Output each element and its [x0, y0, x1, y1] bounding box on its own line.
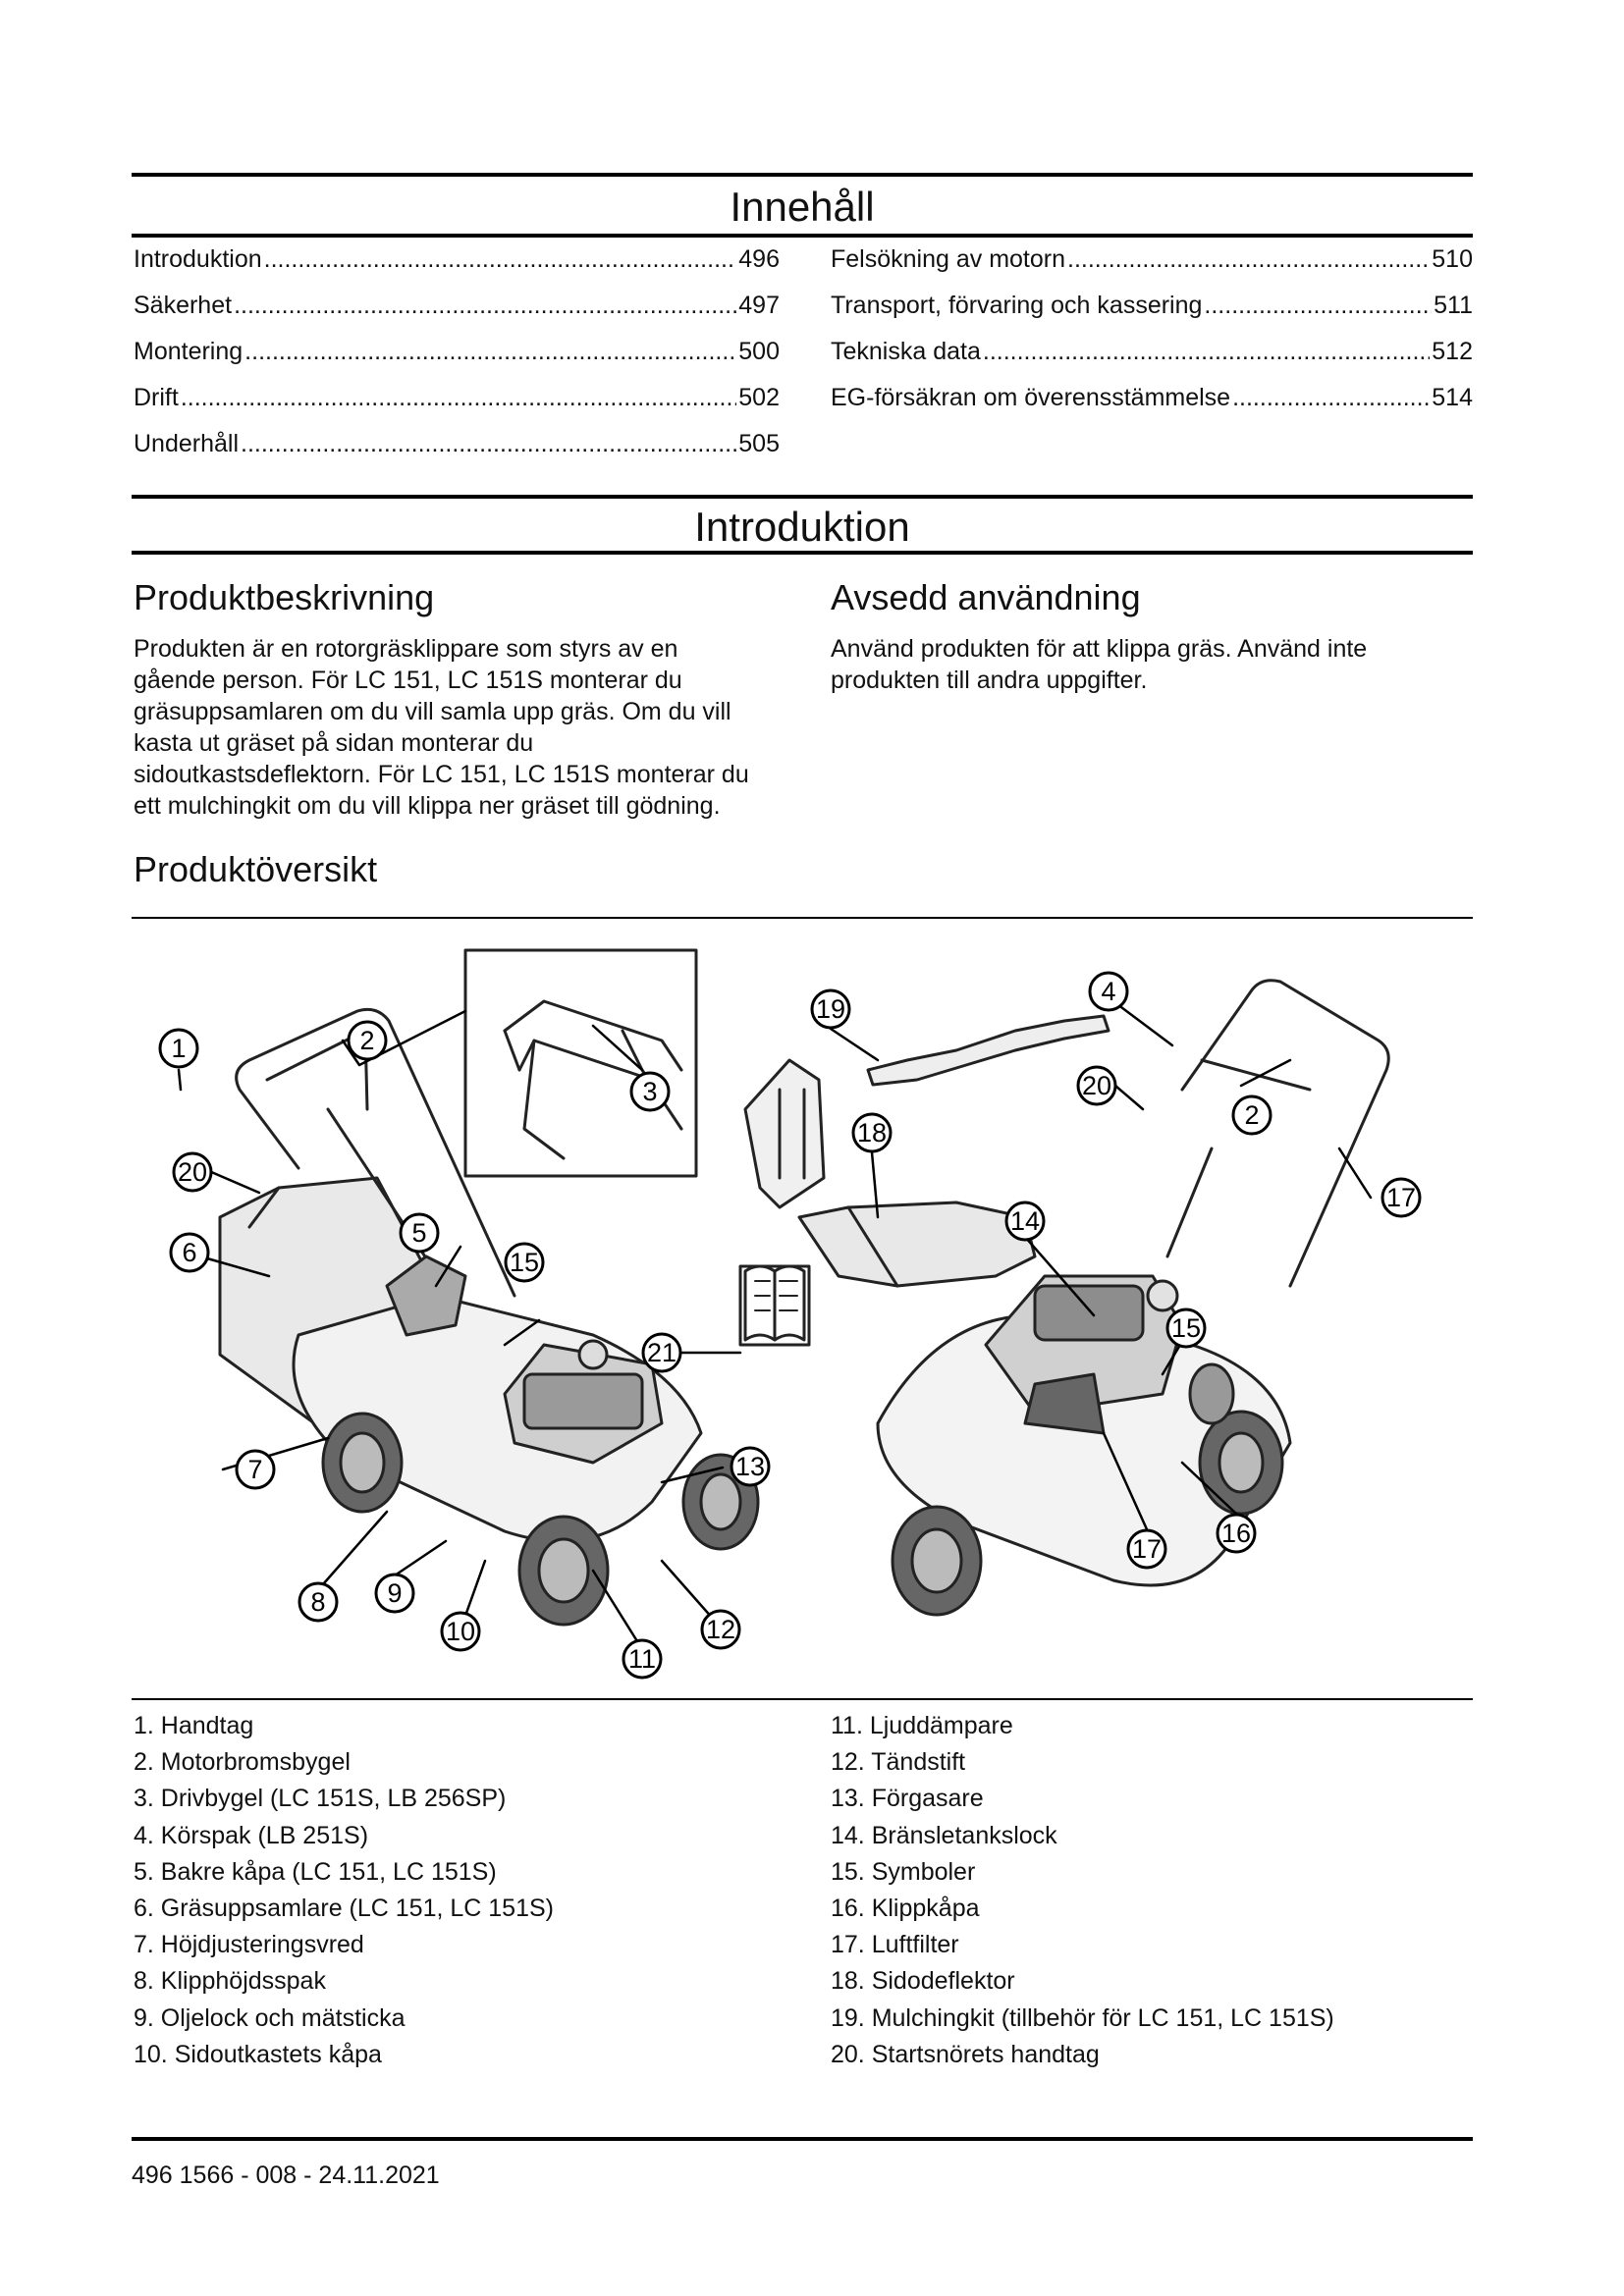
svg-text:5: 5 [411, 1218, 427, 1248]
callout-3 [631, 1073, 669, 1110]
manual-book-icon [740, 1266, 809, 1345]
toc-entry[interactable]: Tekniska data ..... 512 [831, 338, 1473, 384]
callout-20-left [174, 1153, 211, 1191]
mulching-blade-drawing [868, 1016, 1109, 1085]
svg-text:14: 14 [1009, 1206, 1041, 1236]
callout-8 [299, 1583, 337, 1621]
toc-entry[interactable]: Transport, förvaring och kassering ..... 511 [831, 292, 1473, 338]
product-description-heading: Produktbeskrivning [134, 577, 435, 617]
callout-16 [1218, 1515, 1255, 1552]
callout-17-right-side [1382, 1179, 1420, 1216]
svg-text:16: 16 [1220, 1519, 1252, 1548]
callout-2-right [1233, 1096, 1271, 1134]
footer-rule [132, 2137, 1473, 2141]
callout-18 [853, 1114, 891, 1151]
callout-15-right [1167, 1309, 1205, 1347]
toc-entry[interactable]: Introduktion ..... 496 [134, 245, 780, 292]
callout-14 [1006, 1202, 1044, 1240]
callout-5 [401, 1214, 438, 1252]
callout-7 [237, 1451, 274, 1488]
callout-13 [731, 1448, 769, 1485]
callout-4 [1090, 973, 1127, 1010]
legend-item: 9. Oljelock och mätsticka [134, 2003, 406, 2032]
callout-21 [643, 1334, 680, 1371]
side-deflector-drawing [799, 1202, 1035, 1286]
legend-left [134, 1708, 782, 2073]
legend-item: 3. Drivbygel (LC 151S, LB 256SP) [134, 1785, 507, 1813]
svg-text:15: 15 [509, 1248, 540, 1277]
intro-bottom-rule [132, 551, 1473, 555]
toc-entry[interactable]: EG-försäkran om överensstämmelse ..... 514 [831, 384, 1473, 430]
legend-item: 8. Klipphöjdsspak [134, 1967, 326, 1996]
intro-top-rule [132, 495, 1473, 499]
intended-use-heading: Avsedd användning [831, 577, 1141, 617]
toc-entry[interactable]: Underhåll ..... 505 [134, 430, 780, 476]
svg-text:6: 6 [182, 1238, 197, 1267]
svg-text:19: 19 [815, 994, 846, 1024]
svg-text:13: 13 [734, 1452, 766, 1481]
mulching-plug-drawing [745, 1060, 824, 1207]
legend-item: 6. Gräsuppsamlare (LC 151, LC 151S) [134, 1894, 554, 1922]
toc-entry[interactable]: Montering ..... 500 [134, 338, 780, 384]
svg-text:3: 3 [642, 1077, 658, 1106]
callout-6 [171, 1234, 208, 1271]
callout-10 [442, 1613, 479, 1650]
callout-17-front [1128, 1530, 1165, 1568]
legend-item: 10. Sidoutkastets kåpa [134, 2040, 382, 2068]
overview-top-rule [132, 917, 1473, 919]
footer-doc-number: 496 1566 - 008 - 24.11.2021 [132, 2162, 440, 2189]
legend-right [831, 1708, 1479, 2073]
legend-item: 14. Bränsletankslock [831, 1821, 1057, 1849]
callout-9 [376, 1575, 413, 1612]
toc-title: Innehåll [730, 184, 875, 230]
svg-text:18: 18 [856, 1118, 888, 1148]
toc-top-rule [132, 173, 1473, 177]
legend-item: 15. Symboler [831, 1857, 976, 1886]
right-mower-drawing [878, 981, 1388, 1615]
svg-text:20: 20 [177, 1157, 208, 1187]
svg-text:9: 9 [387, 1578, 403, 1608]
legend-item: 13. Förgasare [831, 1785, 984, 1813]
legend-item: 11. Ljuddämpare [831, 1712, 1013, 1739]
toc-bottom-rule [132, 234, 1473, 238]
legend-item: 4. Körspak (LB 251S) [134, 1821, 369, 1849]
svg-text:4: 4 [1101, 977, 1116, 1006]
legend-item: 19. Mulchingkit (tillbehör för LC 151, LC 151S) [831, 2003, 1334, 2032]
toc-right-column [831, 245, 1473, 430]
intro-title: Introduktion [694, 504, 910, 550]
legend-item: 2. Motorbromsbygel [134, 1748, 351, 1777]
svg-text:15: 15 [1170, 1313, 1202, 1343]
product-overview-heading: Produktöversikt [134, 849, 378, 889]
toc-entry[interactable]: Felsökning av motorn ..... 510 [831, 245, 1473, 292]
legend-item: 7. Höjdjusteringsvred [134, 1931, 364, 1959]
overview-bottom-rule [132, 1698, 1473, 1700]
legend-item: 16. Klippkåpa [831, 1894, 980, 1922]
intended-use-text: Använd produkten för att klippa gräs. Använd inte produkten till andra uppgifter. [831, 635, 1368, 694]
svg-text:17: 17 [1131, 1534, 1163, 1564]
callout-20-right [1078, 1067, 1115, 1104]
product-description-text: Produkten är en rotorgräsklippare som styrs av en gående person. För LC 151, LC 151S monterar du gräsuppsamlaren om du vill samla upp gräs. Om du vill kasta ut gräset på sidan monterar du sidoutkastsdeflektorn. För LC 151, LC 151S monterar du ett mulchingkit om du vill klippa ner gräset till gödning. [134, 635, 749, 820]
lawnmower-overview-figure [132, 933, 1473, 1688]
callout-15-left [506, 1244, 543, 1281]
legend-item: 17. Luftfilter [831, 1931, 959, 1959]
svg-text:12: 12 [705, 1615, 736, 1644]
callout-11 [623, 1640, 661, 1678]
toc-left-column [134, 245, 780, 476]
callout-19 [812, 990, 849, 1028]
svg-text:20: 20 [1081, 1071, 1112, 1100]
legend-item: 12. Tändstift [831, 1748, 966, 1777]
svg-text:7: 7 [247, 1455, 263, 1484]
legend-item: 5. Bakre kåpa (LC 151, LC 151S) [134, 1857, 497, 1886]
callout-1 [160, 1030, 197, 1067]
svg-text:17: 17 [1385, 1183, 1417, 1212]
svg-text:2: 2 [359, 1026, 375, 1055]
toc-entry[interactable]: Säkerhet ..... 497 [134, 292, 780, 338]
legend-item: 1. Handtag [134, 1712, 254, 1739]
svg-text:10: 10 [445, 1617, 476, 1646]
svg-text:1: 1 [171, 1034, 187, 1063]
legend-item: 18. Sidodeflektor [831, 1967, 1015, 1996]
svg-text:2: 2 [1244, 1100, 1260, 1130]
callout-12 [702, 1611, 739, 1648]
svg-text:11: 11 [627, 1644, 657, 1674]
callout-2-left [349, 1022, 386, 1059]
drive-bail-inset [465, 950, 696, 1176]
toc-entry[interactable]: Drift ..... 502 [134, 384, 780, 430]
svg-text:8: 8 [310, 1587, 326, 1617]
legend-item: 20. Startsnörets handtag [831, 2040, 1100, 2068]
svg-text:21: 21 [646, 1338, 677, 1367]
